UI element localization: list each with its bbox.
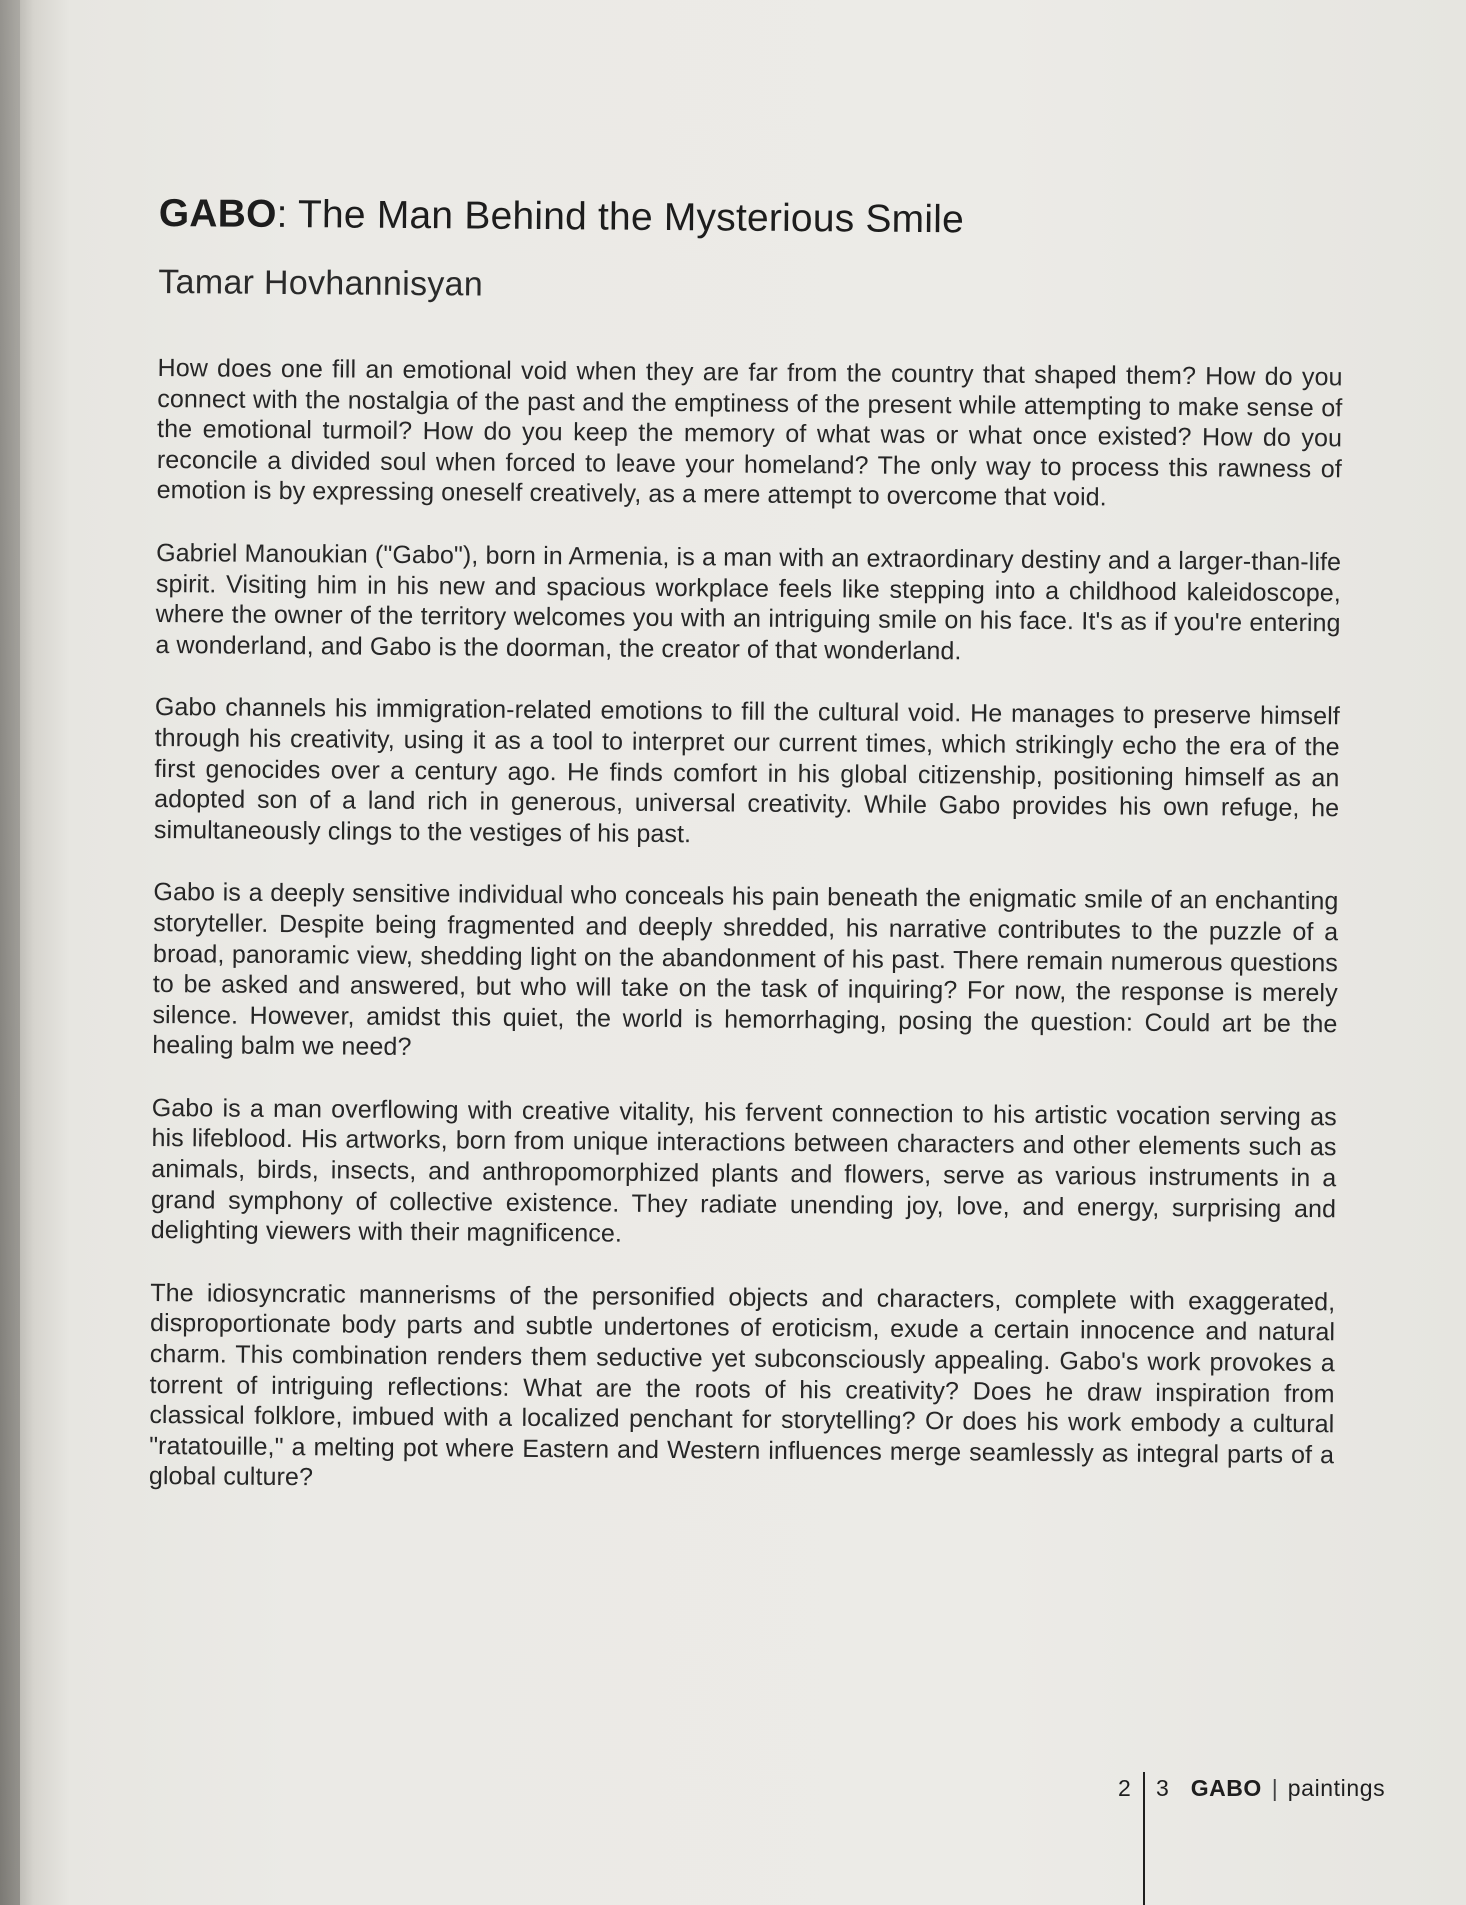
paragraph-4: Gabo is a deeply sensitive individual who conceals his pain beneath the enigmatic smile of an enchanting storyteller. Despite being fragmented and deeply shredded, his narrative contributes to the puzzle of a broad, panoramic view, shedding light on the abandonment of his past. There remain numerous questions to be asked and answered, but who will take on the task of inquiring? For now, the response is merely silence. However, amidst this quiet, the world is hemorrhaging, posing the question: Could art be the healing balm we need? [152, 878, 1339, 1062]
paragraph-3: Gabo channels his immigration-related emotions to fill the cultural void. He manages to preserve himself through his creativity, using it as a tool to interpret our current times, which strikingly echo the era of the first genocides over a century ago. He finds comfort in his global citizenship, positioning himself as an adopted son of a land rich in generous, universal creativity. While Gabo provides his own refuge, he simultaneously clings to the vestiges of his past. [153, 693, 1341, 848]
footer-brand: GABO [1190, 1774, 1262, 1801]
title-text: : The Man Behind the Mysterious Smile [276, 192, 965, 242]
page-number-left: 2 [1118, 1774, 1131, 1801]
article [149, 190, 1344, 1501]
article-title [159, 190, 1344, 247]
paragraph-5: Gabo is a man overflowing with creative vitality, his fervent connection to his artistic vocation serving as his lifeblood. His artworks, born from unique interactions between characters and other elements such as animals, birds, insects, and anthropomorphized plants and flowers, serve as various instruments in a grand symphony of collective existence. They radiate unending joy, love, and energy, surprising and delighting viewers with their magnificence. [150, 1093, 1337, 1248]
footer-section: paintings [1287, 1774, 1386, 1801]
paragraph-2: Gabriel Manoukian ("Gabo"), born in Armenia, is a man with an extraordinary destiny and a larger-than-life spirit. Visiting him in his new and spacious workplace feels like stepping into a childhood kaleidoscope, where the owner of the territory welcomes you with an intriguing smile on his face. It's as if you're entering a wonderland, and Gabo is the doorman, the creator of that wonderland. [155, 538, 1342, 666]
article-author: Tamar Hovhannisyan [158, 262, 484, 304]
page-number-right: 3 [1156, 1774, 1169, 1801]
title-brand: GABO [158, 191, 277, 236]
footer-separator: | [1271, 1774, 1278, 1801]
paragraph-1: How does one fill an emotional void when they are far from the country that shaped them? How do you connect with the nostalgia of the past and the emptiness of the present while attempting to make sense of the emotional turmoil? How do you keep the memory of what was or what once existed? How do you reconcile a divided soul when forced to leave your homeland? The only way to process this rawness of emotion is by expressing oneself creatively, as a mere attempt to overcome that void. [156, 353, 1343, 512]
page-footer [1118, 1773, 1385, 1803]
book-spine-shadow [0, 0, 20, 1905]
paragraph-6: The idiosyncratic mannerisms of the personified objects and characters, complete with exaggerated, disproportionate body parts and subtle undertones of eroticism, exude a certain innocence and natural charm. This combination renders them seductive yet subconsciously appealing. Gabo's work provokes a torrent of intriguing reflections: What are the roots of his creativity? Does he draw inspiration from classical folklore, imbued with a localized penchant for storytelling? Or does his work embody a cultural "ratatouille," a melting pot where Eastern and Western influences merge seamlessly as integral parts of a global culture? [148, 1278, 1336, 1492]
